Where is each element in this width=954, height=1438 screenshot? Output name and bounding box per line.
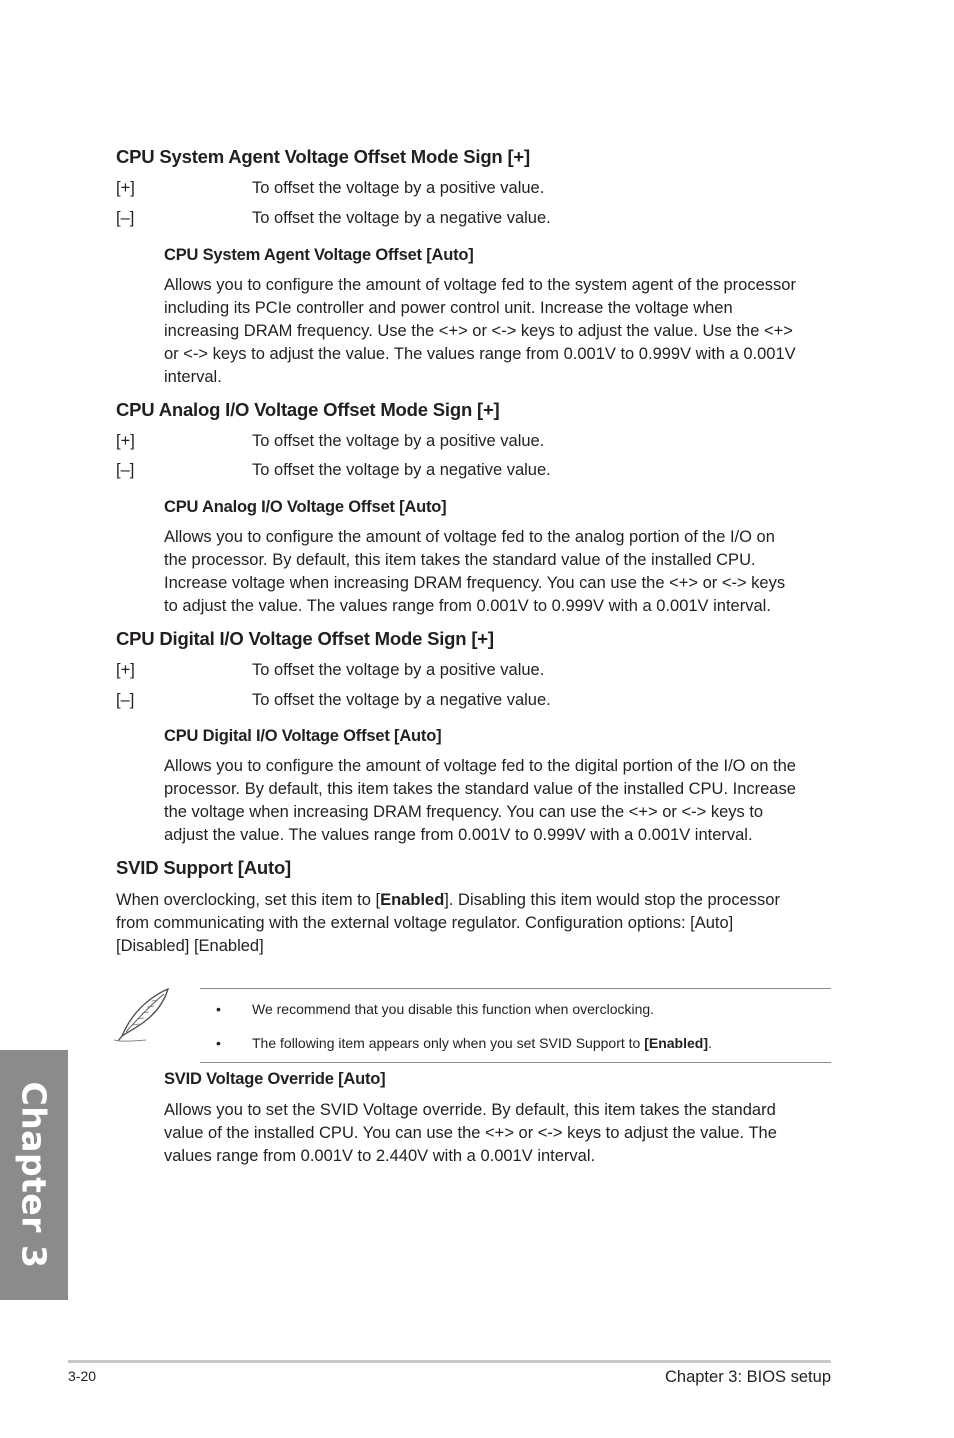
- bullet-icon: •: [216, 1001, 221, 1017]
- option-desc-negative: To offset the voltage by a negative value.: [252, 691, 551, 709]
- note-item: • We recommend that you disable this function when overclocking.: [216, 1001, 655, 1017]
- bullet-icon: •: [216, 1035, 221, 1051]
- subsection-title-system-agent-offset: CPU System Agent Voltage Offset [Auto]: [164, 246, 474, 264]
- paragraph-line: to adjust the value. The values range from 0.001V to 0.999V with a 0.001V interval.: [164, 597, 771, 615]
- paragraph-analog-io-offset: [164, 526, 785, 618]
- paragraph-line: Allows you to configure the amount of voltage fed to the system agent of the processor: [164, 276, 796, 294]
- paragraph-line: When overclocking, set this item to [Enabled]. Disabling this item would stop the processor: [116, 891, 780, 909]
- note-pen-icon: [112, 986, 174, 1044]
- option-desc-negative: To offset the voltage by a negative value.: [252, 461, 551, 479]
- option-key-negative: [–]: [116, 461, 135, 479]
- section-title-digital-io-sign: CPU Digital I/O Voltage Offset Mode Sign [+]: [116, 628, 494, 649]
- option-key-positive: [+]: [116, 179, 135, 197]
- paragraph-line: adjust the value. The values range from 0.001V to 0.999V with a 0.001V interval.: [164, 826, 753, 844]
- enabled-emphasis: Enabled: [380, 891, 445, 909]
- paragraph-line: Allows you to configure the amount of voltage fed to the analog portion of the I/O on: [164, 528, 775, 546]
- chapter-side-tab: [0, 1050, 68, 1300]
- option-key-negative: [–]: [116, 691, 135, 709]
- note-item: • The following item appears only when you set SVID Support to [Enabled].: [216, 1035, 712, 1051]
- paragraph-line: including its PCIe controller and power control unit. Increase the voltage when: [164, 299, 733, 317]
- paragraph-line: value of the installed CPU. You can use the <+> or <-> keys to adjust the value. The: [164, 1124, 777, 1142]
- subsection-title-svid-override: SVID Voltage Override [Auto]: [164, 1070, 386, 1088]
- note-bottom-divider: [200, 1062, 831, 1063]
- option-desc-positive: To offset the voltage by a positive value.: [252, 661, 545, 679]
- chapter-tab-label: Chapter 3: [14, 1081, 54, 1269]
- option-key-negative: [–]: [116, 209, 135, 227]
- subsection-title-analog-io-offset: CPU Analog I/O Voltage Offset [Auto]: [164, 498, 447, 516]
- section-title-analog-io-sign: CPU Analog I/O Voltage Offset Mode Sign [+]: [116, 399, 500, 420]
- footer-chapter-label: Chapter 3: BIOS setup: [664, 1368, 831, 1386]
- option-key-positive: [+]: [116, 661, 135, 679]
- option-key-positive: [+]: [116, 432, 135, 450]
- paragraph-svid-override: [164, 1099, 777, 1168]
- paragraph-line: or <-> keys to adjust the value. The values range from 0.001V to 0.999V with a 0.001V: [164, 345, 796, 363]
- paragraph-line: Increase voltage when increasing DRAM frequency. You can use the <+> or <-> keys: [164, 574, 786, 592]
- paragraph-line: Allows you to configure the amount of voltage fed to the digital portion of the I/O on the: [164, 757, 796, 775]
- paragraph-svid-support: [116, 889, 780, 958]
- paragraph-system-agent-offset: [164, 274, 796, 389]
- paragraph-line: increasing DRAM frequency. Use the <+> or <-> keys to adjust the value. Use the <+>: [164, 322, 793, 340]
- paragraph-line: interval.: [164, 368, 222, 386]
- paragraph-digital-io-offset: [164, 755, 796, 847]
- paragraph-line: the voltage when increasing DRAM frequency. You can use the <+> or <-> keys to: [164, 803, 764, 821]
- option-desc-negative: To offset the voltage by a negative value.: [252, 209, 551, 227]
- paragraph-line: [Disabled] [Enabled]: [116, 937, 264, 955]
- paragraph-line: values range from 0.001V to 2.440V with a 0.001V interval.: [164, 1147, 596, 1165]
- note-top-divider: [200, 988, 831, 989]
- paragraph-line: Allows you to set the SVID Voltage override. By default, this item takes the standard: [164, 1101, 776, 1119]
- option-desc-positive: To offset the voltage by a positive value.: [252, 432, 545, 450]
- paragraph-line: the processor. By default, this item takes the standard value of the installed CPU.: [164, 551, 756, 569]
- paragraph-line: processor. By default, this item takes the standard value of the installed CPU. Increase: [164, 780, 796, 798]
- page-number: 3-20: [68, 1368, 97, 1384]
- option-desc-positive: To offset the voltage by a positive value.: [252, 179, 545, 197]
- paragraph-line: from communicating with the external voltage regulator. Configuration options: [Auto]: [116, 914, 734, 932]
- subsection-title-digital-io-offset: CPU Digital I/O Voltage Offset [Auto]: [164, 727, 442, 745]
- footer-divider: [68, 1360, 831, 1363]
- section-title-system-agent-sign: CPU System Agent Voltage Offset Mode Sign [+]: [116, 146, 530, 167]
- section-title-svid-support: SVID Support [Auto]: [116, 857, 292, 878]
